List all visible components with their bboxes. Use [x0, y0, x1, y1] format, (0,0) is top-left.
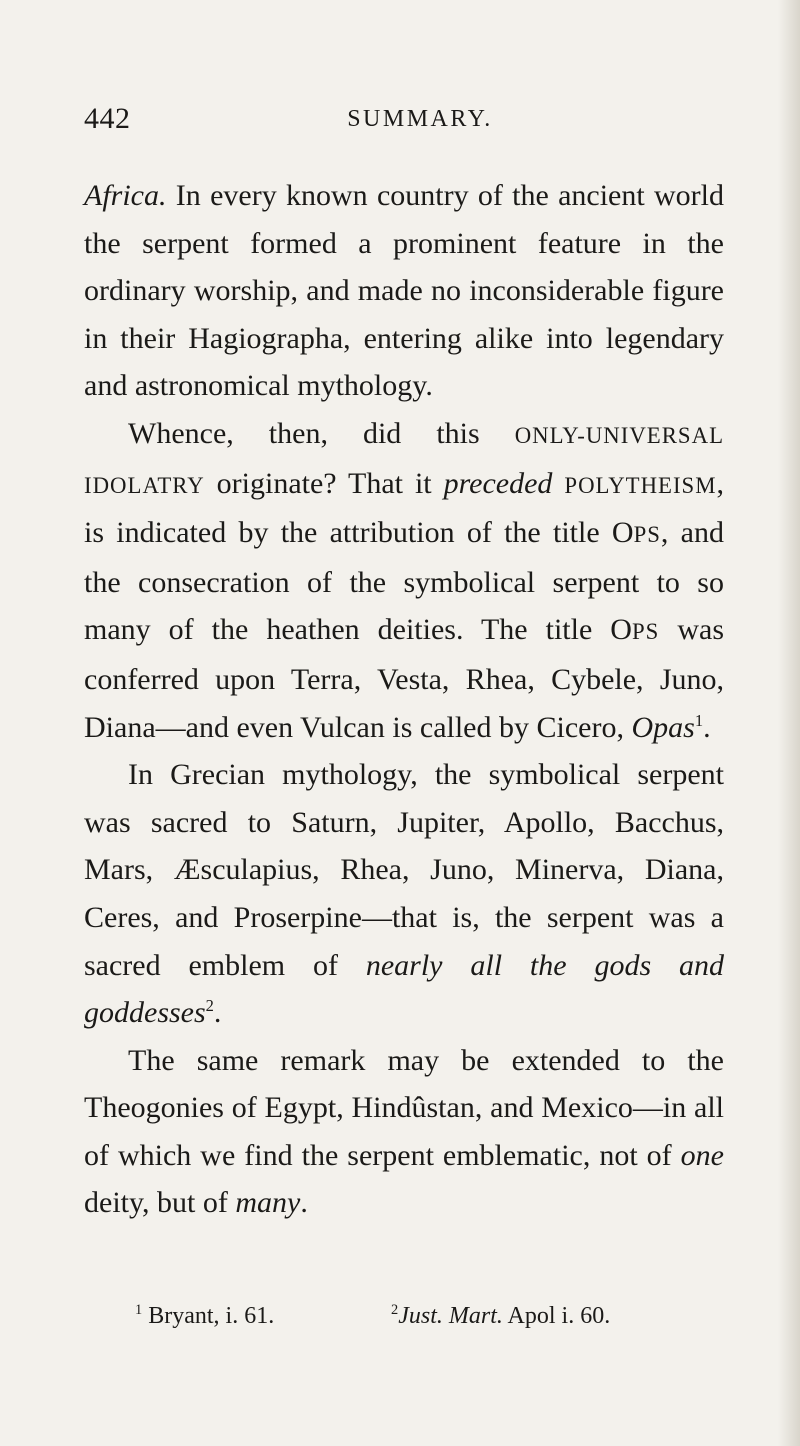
- page-number: 442: [84, 102, 131, 135]
- footnote-ref-2[interactable]: 2: [205, 996, 214, 1016]
- region-name: Africa.: [84, 179, 167, 212]
- paragraph-3: In Grecian mythology, the symbolical serpent was sacred to Saturn, Jupiter, Apollo, Bacchus, Mars, Æsculapius, Rhea, Juno, Minerva, Diana, Ceres, and Proserpine—that is, the serpent was a sacred emblem of nearly all the gods and goddesses$^2$.: [84, 758, 724, 1030]
- footnote-1: $^1$ Bryant, i. 61.: [135, 1302, 275, 1329]
- small-caps-word: POLYTHEISM: [564, 472, 717, 498]
- paragraph-4: The same remark may be extended to the Theogonies of Egypt, Hindûstan, and Mexico—in all of which we find the serpent emblematic, not of one deity, but of many.: [84, 1043, 724, 1220]
- paragraph-2: Whence, then, did this ONLY-UNIVERSAL IDOLATRY originate? That it preceded POLYTHEISM, is indicated by the attribution of the title OPS, and the consecration of the symbolical serpent to so many of the heathen deities. The title OPS was conferred upon Terra, Vesta, Rhea, Cybele, Juno, Diana—and even Vulcan is called by Cicero, Opas$^1$.: [84, 416, 725, 744]
- page-header: [84, 102, 716, 146]
- body-text: [84, 172, 724, 1227]
- page-edge-shadow: [778, 0, 800, 1446]
- running-head: SUMMARY.: [347, 106, 493, 132]
- footnote-2: $^2$Just. Mart. Apol i. 60.: [391, 1302, 611, 1329]
- paragraph-1: Africa. In every known country of the ancient world the serpent formed a prominent feature in the ordinary worship, and made no inconsiderable figure in their Hagiographa, entering alike into legendary and astronomical mythology.: [84, 179, 724, 403]
- small-caps-phrase: ONLY-UNIVERSAL IDOLATRY: [84, 422, 724, 498]
- footnotes: [135, 1303, 695, 1337]
- footnote-ref-1[interactable]: 1: [694, 710, 704, 730]
